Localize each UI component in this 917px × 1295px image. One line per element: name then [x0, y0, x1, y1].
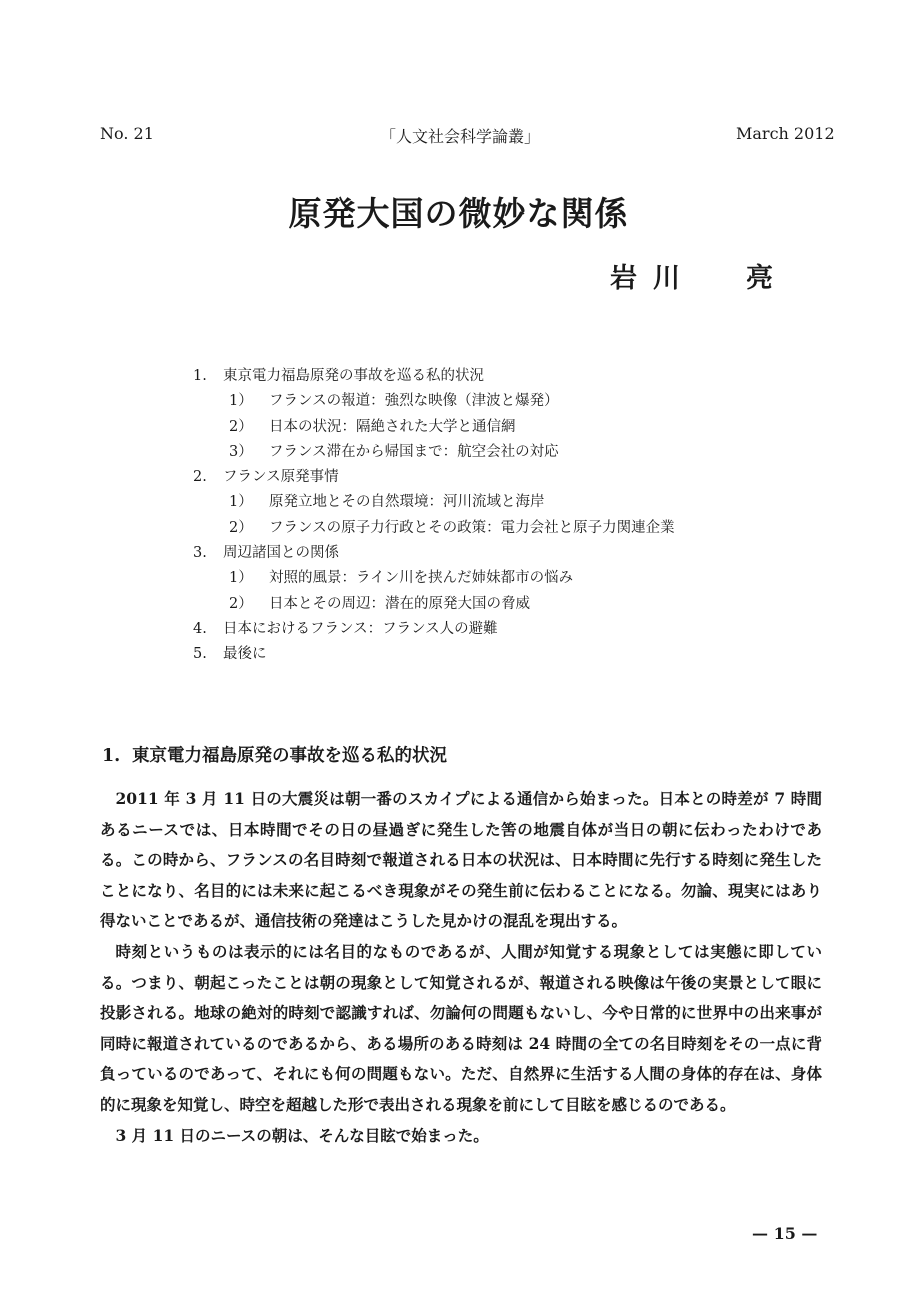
page-number: — 15 —: [752, 1224, 818, 1243]
paper-title: 原発大国の微妙な関係: [288, 194, 629, 233]
issue-date: March 2012: [736, 124, 835, 143]
toc-label: 日本におけるフランス：フランス人の避難: [223, 620, 498, 637]
toc-number: 2）: [229, 595, 253, 612]
toc-subitem: [193, 592, 675, 617]
toc-number: 3）: [229, 443, 253, 460]
toc-label: 原発立地とその自然環境：河川流域と海岸: [269, 494, 545, 511]
toc-subitem: [193, 415, 675, 440]
body-paragraph: 2011 年 3 月 11 日の大震災は朝一番のスカイプによる通信から始まった。日本との時差が 7 時間あるニースでは、日本時間でその日の昼過ぎに発生した筈の地震自体が当日の朝に伝わったわけである。この時から、フランスの名目時刻で報道される日本の状況は、日本時間に先行する時刻に発生したことになり、名目的には未来に起こるべき現象がその発生前に伝わることになる。勿論、現実にはあり得ないことであるが、通信技術の発達はこうした見かけの混乱を現出する。: [100, 789, 822, 931]
author-name-part: 亮: [746, 263, 773, 294]
toc-number: 1）: [229, 393, 253, 410]
toc-item: [193, 364, 675, 389]
toc-item: [193, 642, 675, 667]
section-heading: [102, 742, 447, 767]
toc-label: 対照的風景：ライン川を挟んだ姉妹都市の悩み: [269, 570, 574, 587]
toc-label: フランスの原子力行政とその政策：電力会社と原子力関連企業: [269, 519, 675, 536]
toc-number: 2）: [229, 418, 253, 435]
toc-label: フランスの報道：強烈な映像（津波と爆発）: [269, 393, 559, 410]
journal-name: 「人文社会科学論叢」: [380, 127, 541, 146]
toc-label: 日本の状況：隔絶された大学と通信網: [269, 418, 516, 435]
toc-subitem: [193, 490, 675, 515]
toc-number: 1.: [193, 368, 207, 384]
toc-number: 2.: [193, 469, 207, 486]
toc-number: 1）: [229, 570, 253, 587]
body-paragraph: 3 月 11 日のニースの朝は、そんな目眩で始まった。: [115, 1125, 489, 1145]
section-body: [100, 784, 822, 1151]
author-name: [610, 256, 773, 295]
toc-subitem: [193, 440, 675, 465]
issue-number: No. 21: [100, 124, 154, 143]
toc-label: 周辺諸国との関係: [223, 545, 339, 562]
toc-subitem: [193, 516, 675, 541]
toc-label: 東京電力福島原発の事故を巡る私的状況: [223, 368, 484, 384]
toc-item: [193, 541, 675, 566]
toc-number: 5.: [193, 646, 207, 663]
toc-label: フランス原発事情: [223, 469, 339, 486]
author-name-part: 岩: [610, 263, 637, 294]
toc-item: [193, 617, 675, 642]
author-name-part: 川: [653, 263, 680, 294]
toc-number: 4.: [193, 620, 207, 637]
toc-number: 3.: [193, 545, 207, 562]
toc-label: 日本とその周辺：潜在的原発大国の脅威: [269, 595, 530, 612]
toc-subitem: [193, 389, 675, 414]
toc-subitem: [193, 566, 675, 591]
toc-number: 1）: [229, 494, 253, 511]
toc-number: 2）: [229, 519, 253, 536]
toc-label: 最後に: [223, 646, 267, 663]
section-title: 東京電力福島原発の事故を巡る私的状況: [132, 746, 447, 766]
toc-label: フランス滞在から帰国まで：航空会社の対応: [269, 443, 559, 460]
table-of-contents: [193, 364, 675, 668]
toc-item: [193, 465, 675, 490]
body-paragraph: 時刻というものは表示的には名目的なものであるが、人間が知覚する現象としては実態に即している。つまり、朝起こったことは朝の現象として知覚されるが、報道される映像は午後の実景として眼に投影される。地球の絶対的時刻で認識すれば、勿論何の問題もないし、今や日常的に世界中の出来事が同時に報道されているのであるから、ある場所のある時刻は 24 時間の全ての名目時刻をその一点に背負っているのであって、それにも何の問題もない。ただ、自然界に生活する人間の身体的存在は、身体的に現象を知覚し、時空を超越した形で表出される現象を前にして目眩を感じるのである。: [100, 941, 822, 1114]
section-number: 1.: [102, 746, 121, 766]
